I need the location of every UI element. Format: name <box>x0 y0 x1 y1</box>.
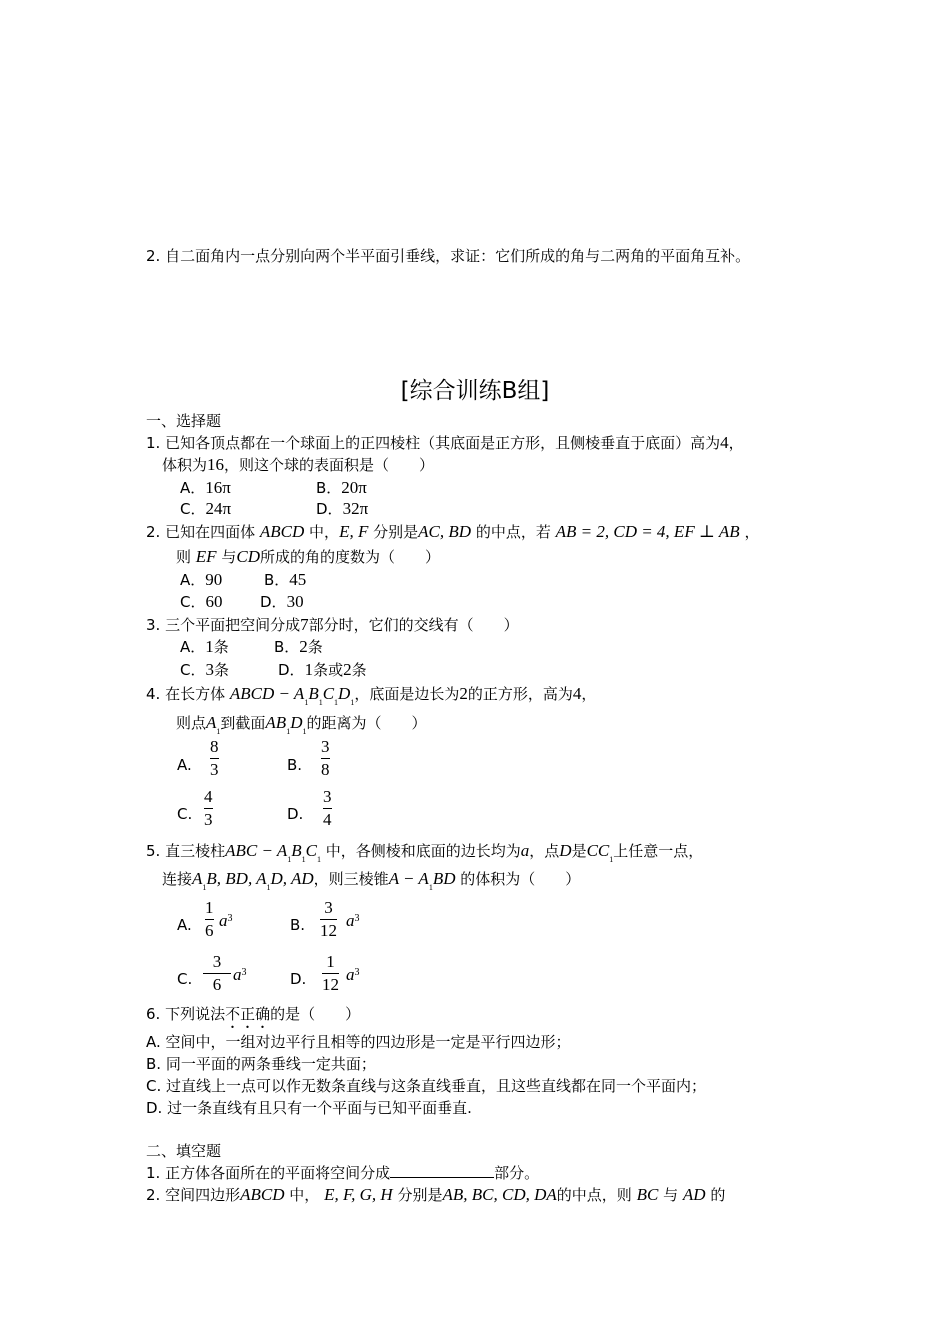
q5-option-c-label: C. <box>177 970 193 988</box>
answer-blank[interactable] <box>390 1163 494 1178</box>
q3-option-b: B．2条 <box>274 637 323 656</box>
q4-option-b-fraction: 3 8 <box>321 737 330 779</box>
q1-line2: 体积为16，则这个球的表面积是（ ） <box>162 455 435 474</box>
q1-option-c: C．24π <box>180 499 232 518</box>
problem-2-statement: 2. 自二面角内一点分别向两个半平面引垂线，求证：它们所成的角与二两角的平面角互补。 <box>146 247 751 265</box>
q1-option-d: D．32π <box>316 499 369 518</box>
fill-q2: 2. 空间四边形ABCD 中， E, F, G, H 分别是AB, BC, CD, DA的中点，则 BC 与 AD 的 <box>146 1185 726 1204</box>
q6-option-b: B. 同一平面的两条垂线一定共面； <box>146 1055 376 1073</box>
q4-option-a-label: A. <box>177 756 192 774</box>
q3-option-c: C．3条 <box>180 660 229 679</box>
q4-option-d-label: D. <box>287 805 304 823</box>
q1-option-b: B．20π <box>316 478 367 497</box>
q3-option-a: A．1条 <box>180 637 229 656</box>
q5-option-b-fraction: 3 12 <box>320 898 337 940</box>
q3-option-d: D．1条或2条 <box>278 660 367 679</box>
q2-option-d: D．30 <box>260 592 304 611</box>
q4-line1: 4. 在长方体 ABCD − $A_1B_1C_1D_1$，底面是边长为2的正方形，高为4， <box>146 684 597 707</box>
q2-line1: 2. 已知在四面体 ABCD 中，E, F 分别是AC, BD 的中点，若 AB = 2, CD = 4, EF ⊥ AB ， <box>146 522 760 541</box>
section-title: [综合训练B组] <box>400 378 550 404</box>
q3-line1: 3. 三个平面把空间分成7部分时，它们的交线有（ ） <box>146 615 519 634</box>
q2-option-a: A．90 <box>180 570 223 589</box>
fill-q1: 1. 正方体各面所在的平面将空间分成 部分。 <box>146 1164 540 1182</box>
q6-emphasis: 不正确 <box>225 1005 271 1023</box>
q6-option-c: C. 过直线上一点可以作无数条直线与这条直线垂直，且这些直线都在同一个平面内； <box>146 1077 707 1095</box>
q5-line1: 5. 直三棱柱ABC − $A_1B_1C_1$ 中，各侧棱和底面的边长均为a，点D是$CC_1$上任意一点， <box>146 841 704 864</box>
q6-line1: 6. 下列说法不正确的是（ ） <box>146 1005 361 1023</box>
q5-option-d-label: D. <box>290 970 307 988</box>
q5-option-c-fraction: 3 6 <box>203 952 231 995</box>
q5-option-d-var: $a^3$ <box>346 965 360 984</box>
q2-option-b: B．45 <box>264 570 307 589</box>
q5-option-d-fraction: 1 12 <box>322 952 339 994</box>
q1-line1: 1. 已知各顶点都在一个球面上的正四棱柱（其底面是正方形，且侧棱垂直于底面）高为4， <box>146 433 744 452</box>
q2-line2: 则 EF 与CD所成的角的度数为（ ） <box>176 547 441 566</box>
q4-option-c-label: C. <box>177 805 193 823</box>
q5-option-a-label: A. <box>177 916 192 934</box>
q5-option-b-var: $a^3$ <box>346 911 360 930</box>
q2-option-c: C．60 <box>180 592 223 611</box>
q4-option-a-fraction: 8 3 <box>210 737 219 779</box>
q1-option-a: A．16π <box>180 478 231 497</box>
q5-option-a-var: $a^3$ <box>219 911 233 930</box>
part2-heading: 二、填空题 <box>146 1142 222 1160</box>
q5-option-c-var: $a^3$ <box>233 965 247 984</box>
part1-heading: 一、选择题 <box>146 412 222 430</box>
q5-line2: 连接$A_1B$, BD, $A_1D$, AD，则三棱锥$A - A_1BD$ 的体积为（ ） <box>162 869 581 892</box>
q4-option-c-fraction: 4 3 <box>204 787 213 829</box>
q4-option-b-label: B. <box>287 756 303 774</box>
q5-option-a-fraction: 1 6 <box>205 898 214 940</box>
q4-option-d-fraction: 3 4 <box>323 787 332 829</box>
q5-option-b-label: B. <box>290 916 306 934</box>
q6-option-d: D. 过一条直线有且只有一个平面与已知平面垂直. <box>146 1099 472 1117</box>
q4-line2: 则点$A_1$到截面$AB_1D_1$的距离为（ ） <box>176 713 427 736</box>
q6-option-a: A. 空间中，一组对边平行且相等的四边形是一定是平行四边形； <box>146 1033 571 1051</box>
